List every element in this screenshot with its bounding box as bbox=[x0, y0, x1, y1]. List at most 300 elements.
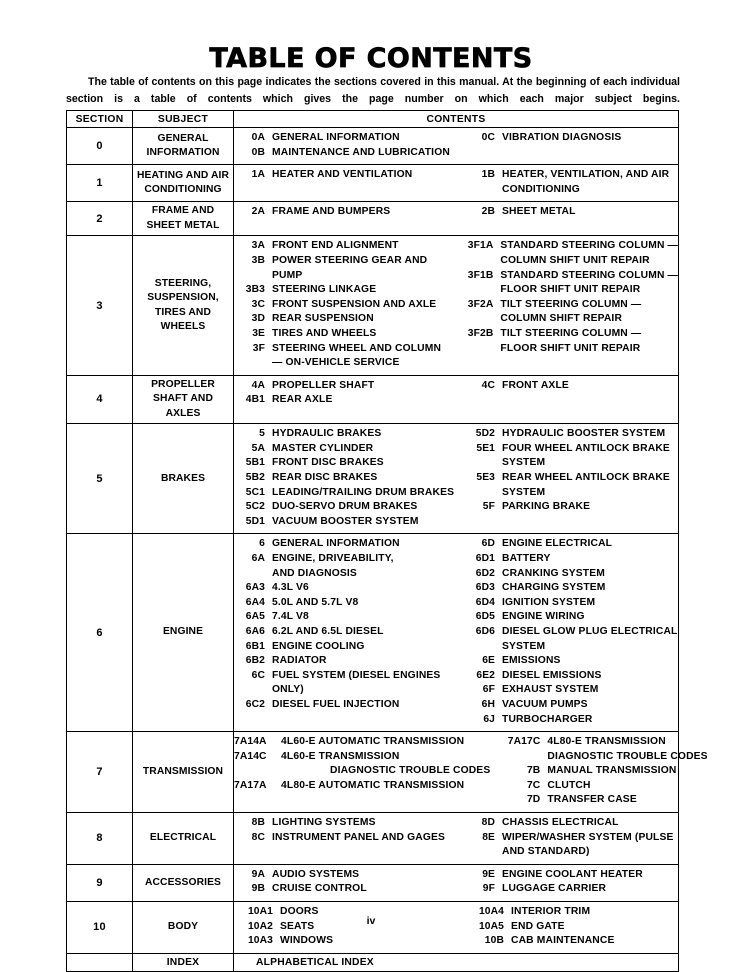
contents-entry bbox=[234, 342, 454, 357]
section-number: 10 bbox=[67, 902, 133, 954]
subject-line: ELECTRICAL bbox=[149, 832, 217, 844]
entry-code: 6B1 bbox=[245, 640, 265, 652]
entry-label: CHASSIS ELECTRICAL bbox=[502, 817, 619, 829]
section-contents bbox=[234, 375, 679, 424]
entry-label: STANDARD STEERING COLUMN — bbox=[500, 240, 678, 252]
entry-label: ENGINE ELECTRICAL bbox=[502, 538, 613, 550]
section-number: 5 bbox=[67, 424, 133, 534]
entry-code: 3F bbox=[252, 342, 265, 354]
entry-label: CLUTCH bbox=[547, 779, 591, 791]
contents-entry bbox=[234, 239, 454, 254]
entry-label: TURBOCHARGER bbox=[502, 713, 593, 725]
contents-grid bbox=[234, 239, 678, 370]
contents-entry bbox=[462, 882, 678, 897]
section-number: 4 bbox=[67, 375, 133, 424]
entry-label: LEADING/TRAILING DRUM BRAKES bbox=[272, 486, 455, 498]
entry-label: ENGINE WIRING bbox=[502, 611, 585, 623]
entry-label: STEERING WHEEL AND COLUMN bbox=[272, 342, 442, 354]
contents-entry bbox=[234, 254, 454, 269]
entry-label: 4L80-E TRANSMISSION bbox=[547, 736, 666, 748]
contents-entry bbox=[462, 471, 678, 486]
contents-entry bbox=[234, 356, 454, 371]
contents-entry bbox=[460, 269, 678, 284]
contents-column-right bbox=[456, 427, 678, 529]
contents-entry bbox=[462, 610, 678, 625]
entry-code: 3B bbox=[251, 254, 265, 266]
entry-label: FRONT AXLE bbox=[502, 379, 569, 391]
intro-paragraph: The table of contents on this page indicates the sections covered in this manual. At the beginning of each individual section is a table of contents which gives the page number on which each major subject begins. bbox=[66, 76, 680, 105]
section-subject bbox=[133, 902, 234, 954]
entry-label: 4L60-E TRANSMISSION bbox=[281, 750, 400, 762]
section-contents bbox=[234, 864, 679, 901]
contents-entry bbox=[462, 456, 678, 471]
entry-label: WIPER/WASHER SYSTEM (PULSE bbox=[502, 831, 674, 843]
contents-entry bbox=[496, 793, 707, 808]
entry-code: 3E bbox=[252, 327, 265, 339]
entry-label: REAR AXLE bbox=[272, 394, 333, 406]
table-header-row bbox=[67, 111, 679, 128]
entry-code: 4A bbox=[251, 379, 265, 391]
entry-label: FRONT DISC BRAKES bbox=[272, 457, 384, 469]
contents-grid bbox=[234, 537, 678, 727]
contents-column-right bbox=[456, 131, 678, 160]
entry-code: 3D bbox=[251, 313, 265, 325]
table-row bbox=[67, 202, 679, 236]
entry-code: 7D bbox=[526, 794, 541, 806]
entry-label: CRUISE CONTROL bbox=[272, 883, 367, 895]
section-subject bbox=[133, 813, 234, 865]
contents-entry bbox=[234, 168, 456, 183]
entry-label: MASTER CYLINDER bbox=[272, 442, 374, 454]
contents-column-left bbox=[234, 239, 454, 370]
entry-label: FRONT SUSPENSION AND AXLE bbox=[272, 298, 437, 310]
entry-label: 6.2L AND 6.5L DIESEL bbox=[272, 625, 384, 637]
entry-code: 3B3 bbox=[245, 284, 265, 296]
subject-line: SUSPENSION, bbox=[147, 292, 219, 304]
entry-code: 6D3 bbox=[475, 582, 495, 594]
contents-entry bbox=[234, 625, 456, 640]
contents-entry bbox=[234, 442, 456, 457]
section-contents bbox=[234, 534, 679, 732]
section-subject bbox=[133, 534, 234, 732]
contents-grid bbox=[234, 379, 678, 408]
contents-column-left bbox=[234, 205, 456, 220]
entry-code: 1A bbox=[251, 169, 265, 181]
section-subject bbox=[133, 128, 234, 165]
entry-code: 8E bbox=[482, 831, 495, 843]
contents-column-right bbox=[456, 205, 678, 220]
contents-entry bbox=[234, 283, 454, 298]
entry-code: 6A4 bbox=[245, 596, 265, 608]
contents-entry bbox=[462, 131, 678, 146]
contents-entry bbox=[462, 640, 678, 655]
subject-line: TRANSMISSION bbox=[142, 765, 224, 777]
entry-code: 6C2 bbox=[245, 698, 265, 710]
contents-entry bbox=[460, 283, 678, 298]
entry-label: IGNITION SYSTEM bbox=[502, 596, 596, 608]
contents-column-left bbox=[234, 131, 456, 160]
entry-code: 10A5 bbox=[478, 920, 504, 932]
contents-grid bbox=[234, 205, 678, 220]
contents-entry bbox=[462, 831, 678, 846]
entry-label: CONDITIONING bbox=[502, 183, 580, 195]
entry-label: TRANSFER CASE bbox=[547, 794, 637, 806]
contents-entry bbox=[234, 596, 456, 611]
contents-column-left bbox=[234, 427, 456, 529]
section-number: 1 bbox=[67, 165, 133, 202]
entry-label: DIAGNOSTIC TROUBLE CODES bbox=[547, 750, 708, 762]
entry-code: 8B bbox=[251, 817, 265, 829]
contents-entry bbox=[234, 779, 490, 794]
section-contents bbox=[234, 732, 708, 813]
entry-code: 6D1 bbox=[475, 552, 495, 564]
contents-entry bbox=[234, 750, 490, 765]
entry-code: 9E bbox=[482, 868, 495, 880]
entry-code: 10A1 bbox=[247, 906, 273, 918]
entry-code: 1B bbox=[481, 169, 495, 181]
contents-entry bbox=[460, 298, 678, 313]
contents-column-left bbox=[234, 735, 490, 808]
entry-label: DIESEL FUEL INJECTION bbox=[272, 698, 400, 710]
entry-label: — ON-VEHICLE SERVICE bbox=[272, 357, 400, 369]
entry-code: 0B bbox=[251, 146, 265, 158]
column-header-contents: CONTENTS bbox=[234, 111, 679, 128]
entry-label: FRONT END ALIGNMENT bbox=[272, 240, 399, 252]
contents-entry bbox=[462, 581, 678, 596]
entry-label: VACUUM PUMPS bbox=[502, 698, 588, 710]
entry-label: SYSTEM bbox=[502, 640, 546, 652]
contents-entry bbox=[462, 845, 678, 860]
entry-code: 10A4 bbox=[478, 906, 504, 918]
entry-label: DIESEL GLOW PLUG ELECTRICAL bbox=[502, 625, 678, 637]
contents-column-right bbox=[456, 868, 678, 897]
section-contents bbox=[234, 902, 679, 954]
contents-entry bbox=[462, 486, 678, 501]
contents-column-right bbox=[456, 168, 678, 197]
column-header-section: SECTION bbox=[67, 111, 133, 128]
subject-line: BRAKES bbox=[160, 472, 206, 484]
contents-entry bbox=[462, 183, 678, 198]
entry-code: 6D5 bbox=[475, 611, 495, 623]
entry-label: DIESEL EMISSIONS bbox=[502, 669, 602, 681]
entry-label: REAR DISC BRAKES bbox=[272, 472, 378, 483]
entry-label: TILT STEERING COLUMN — bbox=[500, 298, 642, 310]
section-number: 6 bbox=[67, 534, 133, 732]
entry-label: HEATER AND VENTILATION bbox=[272, 169, 413, 181]
subject-line: SHEET METAL bbox=[146, 219, 220, 231]
entry-label: VIBRATION DIAGNOSIS bbox=[502, 132, 622, 143]
contents-entry bbox=[234, 581, 456, 596]
section-contents bbox=[234, 202, 679, 236]
entry-label: DOORS bbox=[280, 906, 319, 918]
entry-code: 0A bbox=[251, 132, 265, 143]
contents-entry bbox=[462, 683, 678, 698]
entry-label: HYDRAULIC BOOSTER SYSTEM bbox=[502, 428, 666, 440]
contents-entry bbox=[462, 654, 678, 669]
contents-entry bbox=[462, 713, 678, 728]
entry-label: MANUAL TRANSMISSION bbox=[547, 765, 677, 777]
entry-code: 6D bbox=[481, 538, 495, 550]
contents-entry bbox=[234, 567, 456, 582]
section-number: 0 bbox=[67, 128, 133, 165]
contents-entry bbox=[234, 831, 456, 846]
entry-code: 7A17A bbox=[234, 779, 267, 791]
entry-label: WINDOWS bbox=[280, 935, 334, 947]
contents-grid bbox=[234, 735, 708, 808]
section-number: 7 bbox=[67, 732, 133, 813]
subject-line: SHAFT AND bbox=[152, 393, 213, 405]
index-row bbox=[67, 953, 679, 971]
entry-code: 6 bbox=[259, 538, 265, 550]
entry-code: 6F bbox=[482, 684, 495, 696]
entry-code: 6C bbox=[251, 669, 265, 681]
entry-code: 6A bbox=[251, 552, 265, 564]
entry-label: GENERAL INFORMATION bbox=[272, 132, 400, 143]
entry-label: RADIATOR bbox=[272, 655, 327, 667]
entry-code: 3F2B bbox=[467, 327, 494, 339]
section-subject bbox=[133, 864, 234, 901]
section-subject bbox=[133, 165, 234, 202]
entry-label: LIGHTING SYSTEMS bbox=[272, 817, 376, 829]
entry-label: SYSTEM bbox=[502, 486, 546, 498]
entry-code: 6A5 bbox=[245, 611, 265, 623]
subject-line: ENGINE bbox=[162, 626, 204, 638]
entry-label: ENGINE, DRIVEABILITY, bbox=[272, 552, 394, 564]
contents-grid bbox=[234, 868, 678, 897]
contents-entry bbox=[462, 669, 678, 684]
entry-code: 3C bbox=[251, 298, 265, 310]
contents-entry bbox=[234, 640, 456, 655]
entry-code: 6E2 bbox=[476, 669, 495, 681]
entry-label: PROPELLER SHAFT bbox=[272, 379, 375, 391]
entry-label: TILT STEERING COLUMN — bbox=[500, 327, 642, 339]
section-subject bbox=[133, 424, 234, 534]
entry-label: FUEL SYSTEM (DIESEL ENGINES bbox=[272, 669, 441, 681]
entry-label: 4L60-E AUTOMATIC TRANSMISSION bbox=[281, 736, 465, 748]
contents-entry bbox=[462, 567, 678, 582]
entry-label: EXHAUST SYSTEM bbox=[502, 684, 599, 696]
contents-column-left bbox=[234, 816, 456, 860]
contents-entry bbox=[234, 698, 456, 713]
entry-code: 9F bbox=[482, 883, 495, 895]
entry-code: 5D1 bbox=[245, 515, 265, 527]
section-contents bbox=[234, 424, 679, 534]
contents-entry bbox=[234, 552, 456, 567]
entry-label: LUGGAGE CARRIER bbox=[502, 883, 607, 895]
contents-column-left bbox=[234, 379, 456, 408]
entry-code: 6A3 bbox=[245, 582, 265, 594]
entry-code: 6D4 bbox=[475, 596, 495, 608]
entry-label: DUO-SERVO DRUM BRAKES bbox=[272, 501, 418, 513]
section-number: 9 bbox=[67, 864, 133, 901]
entry-label: POWER STEERING GEAR AND bbox=[272, 254, 428, 266]
contents-entry bbox=[460, 312, 678, 327]
entry-code: 4C bbox=[481, 379, 495, 391]
contents-entry bbox=[234, 764, 490, 779]
contents-entry bbox=[234, 515, 456, 530]
subject-line: BODY bbox=[167, 921, 199, 933]
subject-line: AXLES bbox=[165, 407, 201, 419]
contents-entry bbox=[234, 327, 454, 342]
table-row bbox=[67, 236, 679, 375]
entry-label: 4.3L V6 bbox=[272, 582, 309, 594]
page-title: TABLE OF CONTENTS bbox=[209, 43, 533, 74]
contents-entry bbox=[462, 168, 678, 183]
entry-label: COLUMN SHIFT UNIT REPAIR bbox=[500, 254, 650, 266]
subject-line: GENERAL bbox=[157, 132, 209, 144]
entry-label: AUDIO SYSTEMS bbox=[272, 868, 360, 880]
entry-label: EMISSIONS bbox=[502, 655, 561, 667]
contents-entry bbox=[234, 654, 456, 669]
entry-code: 7B bbox=[526, 765, 541, 777]
entry-label: ENGINE COOLING bbox=[272, 640, 365, 652]
entry-label: COLUMN SHIFT REPAIR bbox=[500, 313, 623, 325]
entry-label: STANDARD STEERING COLUMN — bbox=[500, 269, 678, 281]
contents-entry bbox=[462, 816, 678, 831]
entry-label: AND DIAGNOSIS bbox=[272, 567, 357, 579]
contents-entry bbox=[234, 427, 456, 442]
contents-entry bbox=[234, 379, 456, 394]
entry-code: 5B1 bbox=[245, 457, 265, 469]
entry-code: 6A6 bbox=[245, 625, 265, 637]
contents-entry bbox=[234, 683, 456, 698]
contents-entry bbox=[234, 471, 456, 486]
entry-label: SHEET METAL bbox=[502, 206, 576, 218]
entry-label: HYDRAULIC BRAKES bbox=[272, 428, 382, 440]
contents-entry bbox=[462, 427, 678, 442]
section-subject bbox=[133, 732, 234, 813]
contents-entry bbox=[460, 327, 678, 342]
entry-label: BATTERY bbox=[502, 552, 551, 564]
entry-code: 6J bbox=[483, 713, 495, 725]
contents-entry bbox=[496, 779, 707, 794]
entry-code: 7A14C bbox=[234, 750, 267, 762]
entry-label: STEERING LINKAGE bbox=[272, 284, 377, 296]
entry-label: REAR WHEEL ANTILOCK BRAKE bbox=[502, 472, 670, 483]
contents-entry bbox=[234, 312, 454, 327]
contents-entry bbox=[496, 764, 707, 779]
subject-line: PROPELLER bbox=[151, 378, 215, 390]
entry-code: 0C bbox=[481, 132, 495, 143]
entry-code: 5B2 bbox=[245, 472, 265, 483]
entry-label: ONLY) bbox=[272, 684, 304, 696]
entry-code: 5E1 bbox=[476, 442, 495, 454]
contents-column-right bbox=[456, 537, 678, 727]
entry-label: MAINTENANCE AND LUBRICATION bbox=[272, 146, 450, 158]
table-row bbox=[67, 902, 679, 954]
index-section-blank bbox=[67, 953, 133, 971]
entry-label: 7.4L V8 bbox=[272, 611, 309, 623]
contents-entry bbox=[234, 816, 456, 831]
contents-entry bbox=[462, 934, 678, 949]
entry-code: 5 bbox=[259, 428, 265, 440]
table-row bbox=[67, 813, 679, 865]
entry-code: 6B2 bbox=[245, 655, 265, 667]
entry-code: 5A bbox=[251, 442, 265, 454]
table-row bbox=[67, 375, 679, 424]
contents-entry bbox=[234, 131, 456, 146]
entry-code: 5E3 bbox=[476, 472, 495, 483]
contents-entry bbox=[462, 625, 678, 640]
entry-code: 2A bbox=[251, 206, 265, 218]
entry-code: 3F1B bbox=[467, 269, 494, 281]
entry-code: 6E bbox=[482, 655, 495, 667]
section-number: 2 bbox=[67, 202, 133, 236]
contents-entry bbox=[234, 486, 456, 501]
contents-entry bbox=[234, 882, 456, 897]
section-number: 8 bbox=[67, 813, 133, 865]
entry-code: 5C1 bbox=[245, 486, 265, 498]
contents-entry bbox=[462, 379, 678, 394]
entry-code: 7A17C bbox=[507, 736, 541, 748]
entry-label: GENERAL INFORMATION bbox=[272, 538, 400, 550]
contents-column-left bbox=[234, 868, 456, 897]
entry-code: 10B bbox=[484, 935, 504, 947]
table-row bbox=[67, 128, 679, 165]
contents-entry bbox=[462, 698, 678, 713]
contents-grid bbox=[234, 168, 678, 197]
entry-label: 5.0L AND 5.7L V8 bbox=[272, 596, 359, 608]
entry-code: 9B bbox=[251, 883, 265, 895]
index-subject: INDEX bbox=[133, 953, 234, 971]
contents-column-left bbox=[234, 168, 456, 197]
entry-label: CAB MAINTENANCE bbox=[511, 935, 615, 947]
table-row bbox=[67, 165, 679, 202]
contents-entry bbox=[234, 269, 454, 284]
page-number: iv bbox=[366, 915, 376, 927]
entry-label: INSTRUMENT PANEL AND GAGES bbox=[272, 831, 446, 843]
entry-label: FLOOR SHIFT UNIT REPAIR bbox=[500, 342, 641, 354]
contents-entry bbox=[234, 868, 456, 883]
contents-entry bbox=[234, 934, 456, 949]
section-subject bbox=[133, 375, 234, 424]
contents-grid bbox=[234, 131, 678, 160]
contents-entry bbox=[234, 735, 490, 750]
section-contents bbox=[234, 813, 679, 865]
contents-entry bbox=[496, 735, 707, 750]
entry-code: 2B bbox=[481, 206, 495, 218]
entry-label: 4L80-E AUTOMATIC TRANSMISSION bbox=[281, 779, 465, 791]
contents-column-left bbox=[234, 537, 456, 727]
table-row bbox=[67, 534, 679, 732]
entry-label: DIAGNOSTIC TROUBLE CODES bbox=[330, 765, 491, 777]
table-of-contents-table bbox=[66, 110, 708, 972]
contents-column-right bbox=[490, 735, 707, 808]
section-contents bbox=[234, 128, 679, 165]
entry-code: 8D bbox=[481, 817, 495, 829]
table-body bbox=[67, 128, 708, 972]
contents-column-right bbox=[456, 816, 678, 860]
entry-code: 3F1A bbox=[467, 240, 494, 252]
entry-code: 5F bbox=[482, 501, 495, 513]
contents-entry bbox=[234, 393, 456, 408]
entry-label: FRAME AND BUMPERS bbox=[272, 206, 391, 218]
subject-line: INFORMATION bbox=[146, 147, 220, 159]
entry-code: 5C2 bbox=[245, 501, 265, 513]
entry-label: CHARGING SYSTEM bbox=[502, 582, 606, 594]
subject-line: FRAME AND bbox=[151, 205, 215, 217]
entry-code: 6D2 bbox=[475, 567, 495, 579]
entry-code: 10A2 bbox=[247, 920, 273, 932]
entry-code: 4B1 bbox=[245, 394, 265, 406]
entry-label: SYSTEM bbox=[502, 457, 546, 469]
contents-entry bbox=[234, 500, 456, 515]
contents-entry bbox=[462, 205, 678, 220]
column-header-subject: SUBJECT bbox=[133, 111, 234, 128]
contents-entry bbox=[234, 456, 456, 471]
contents-entry bbox=[234, 298, 454, 313]
contents-entry bbox=[462, 500, 678, 515]
